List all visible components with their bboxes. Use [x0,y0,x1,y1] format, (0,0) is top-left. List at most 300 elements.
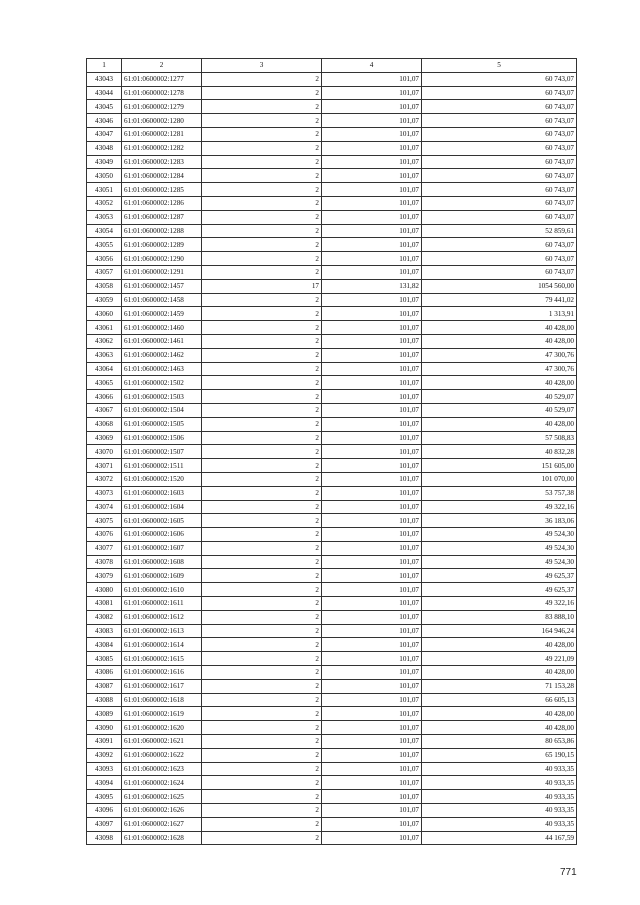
col-3-cell: 2 [202,390,322,404]
col-3-cell: 2 [202,459,322,473]
data-table [86,58,577,845]
col-4-cell: 101,07 [322,597,422,611]
col-4-cell: 101,07 [322,569,422,583]
cadastral-number-cell: 61:01:0600002:1459 [122,307,202,321]
row-number-cell: 43075 [87,514,122,528]
row-number-cell: 43072 [87,472,122,486]
table-row [87,569,577,583]
table-row [87,541,577,555]
table-row [87,514,577,528]
cadastral-number-cell: 61:01:0600002:1280 [122,114,202,128]
col-4-cell: 101,07 [322,679,422,693]
row-number-cell: 43097 [87,817,122,831]
table-row [87,624,577,638]
table-row [87,196,577,210]
col-4-cell: 101,07 [322,652,422,666]
table-row [87,666,577,680]
table-row [87,390,577,404]
col-5-cell: 60 743,07 [422,265,577,279]
col-3-cell: 2 [202,224,322,238]
col-5-cell: 40 428,00 [422,376,577,390]
row-number-cell: 43045 [87,100,122,114]
column-header-5: 5 [422,59,577,73]
cadastral-number-cell: 61:01:0600002:1287 [122,210,202,224]
cadastral-number-cell: 61:01:0600002:1291 [122,265,202,279]
table-row [87,169,577,183]
col-4-cell: 101,07 [322,307,422,321]
cadastral-number-cell: 61:01:0600002:1286 [122,196,202,210]
col-4-cell: 101,07 [322,72,422,86]
row-number-cell: 43089 [87,707,122,721]
table-row [87,679,577,693]
row-number-cell: 43069 [87,431,122,445]
col-5-cell: 80 653,86 [422,735,577,749]
col-4-cell: 101,07 [322,127,422,141]
col-5-cell: 49 524,30 [422,541,577,555]
col-5-cell: 60 743,07 [422,127,577,141]
col-5-cell: 40 428,00 [422,638,577,652]
row-number-cell: 43079 [87,569,122,583]
row-number-cell: 43096 [87,804,122,818]
table-row [87,831,577,845]
col-5-cell: 40 428,00 [422,417,577,431]
table-row [87,459,577,473]
table-row [87,252,577,266]
cadastral-number-cell: 61:01:0600002:1289 [122,238,202,252]
table-row [87,334,577,348]
col-3-cell: 2 [202,762,322,776]
row-number-cell: 43047 [87,127,122,141]
col-5-cell: 164 946,24 [422,624,577,638]
col-3-cell: 2 [202,114,322,128]
row-number-cell: 43092 [87,748,122,762]
row-number-cell: 43095 [87,790,122,804]
cadastral-number-cell: 61:01:0600002:1505 [122,417,202,431]
table-row [87,417,577,431]
col-4-cell: 101,07 [322,776,422,790]
col-4-cell: 101,07 [322,431,422,445]
cadastral-number-cell: 61:01:0600002:1279 [122,100,202,114]
table-row [87,721,577,735]
table-row [87,610,577,624]
col-3-cell: 2 [202,334,322,348]
col-3-cell: 2 [202,790,322,804]
col-4-cell: 101,07 [322,169,422,183]
table-row [87,321,577,335]
col-5-cell: 40 529,07 [422,403,577,417]
col-3-cell: 2 [202,403,322,417]
cadastral-number-cell: 61:01:0600002:1627 [122,817,202,831]
cadastral-number-cell: 61:01:0600002:1619 [122,707,202,721]
col-3-cell: 2 [202,100,322,114]
col-5-cell: 83 888,10 [422,610,577,624]
col-4-cell: 101,07 [322,762,422,776]
table-row [87,431,577,445]
row-number-cell: 43046 [87,114,122,128]
table-row [87,376,577,390]
col-5-cell: 40 933,35 [422,817,577,831]
col-3-cell: 2 [202,569,322,583]
col-3-cell: 2 [202,666,322,680]
table-row [87,155,577,169]
col-3-cell: 2 [202,127,322,141]
table-row [87,652,577,666]
row-number-cell: 43043 [87,72,122,86]
cadastral-number-cell: 61:01:0600002:1621 [122,735,202,749]
row-number-cell: 43056 [87,252,122,266]
cadastral-number-cell: 61:01:0600002:1458 [122,293,202,307]
row-number-cell: 43085 [87,652,122,666]
row-number-cell: 43065 [87,376,122,390]
col-4-cell: 101,07 [322,459,422,473]
col-4-cell: 101,07 [322,583,422,597]
col-4-cell: 101,07 [322,555,422,569]
col-4-cell: 101,07 [322,624,422,638]
cadastral-number-cell: 61:01:0600002:1608 [122,555,202,569]
col-4-cell: 101,07 [322,528,422,542]
col-5-cell: 49 625,37 [422,569,577,583]
col-5-cell: 151 605,00 [422,459,577,473]
table-row [87,293,577,307]
col-3-cell: 2 [202,721,322,735]
col-5-cell: 60 743,07 [422,169,577,183]
row-number-cell: 43093 [87,762,122,776]
row-number-cell: 43077 [87,541,122,555]
table-row [87,790,577,804]
col-3-cell: 2 [202,348,322,362]
col-5-cell: 40 428,00 [422,707,577,721]
col-4-cell: 101,07 [322,362,422,376]
table-row [87,555,577,569]
table-row [87,817,577,831]
row-number-cell: 43073 [87,486,122,500]
table-row [87,776,577,790]
col-5-cell: 60 743,07 [422,210,577,224]
col-4-cell: 101,07 [322,666,422,680]
col-5-cell: 60 743,07 [422,238,577,252]
column-header-4: 4 [322,59,422,73]
col-5-cell: 1054 560,00 [422,279,577,293]
cadastral-number-cell: 61:01:0600002:1278 [122,86,202,100]
cadastral-number-cell: 61:01:0600002:1623 [122,762,202,776]
table-row [87,238,577,252]
col-5-cell: 40 832,28 [422,445,577,459]
col-3-cell: 2 [202,541,322,555]
col-3-cell: 2 [202,472,322,486]
col-3-cell: 2 [202,210,322,224]
col-5-cell: 49 221,09 [422,652,577,666]
cadastral-number-cell: 61:01:0600002:1612 [122,610,202,624]
col-4-cell: 101,07 [322,417,422,431]
cadastral-number-cell: 61:01:0600002:1504 [122,403,202,417]
cadastral-number-cell: 61:01:0600002:1288 [122,224,202,238]
cadastral-number-cell: 61:01:0600002:1462 [122,348,202,362]
col-3-cell: 2 [202,679,322,693]
col-5-cell: 40 933,35 [422,776,577,790]
col-5-cell: 79 441,02 [422,293,577,307]
col-4-cell: 101,07 [322,500,422,514]
col-3-cell: 2 [202,155,322,169]
table-row [87,693,577,707]
row-number-cell: 43051 [87,183,122,197]
row-number-cell: 43087 [87,679,122,693]
table-row [87,224,577,238]
col-4-cell: 101,07 [322,265,422,279]
col-3-cell: 2 [202,321,322,335]
col-4-cell: 101,07 [322,334,422,348]
cadastral-number-cell: 61:01:0600002:1624 [122,776,202,790]
column-header-3: 3 [202,59,322,73]
cadastral-number-cell: 61:01:0600002:1285 [122,183,202,197]
col-5-cell: 36 183,06 [422,514,577,528]
col-3-cell: 2 [202,72,322,86]
cadastral-number-cell: 61:01:0600002:1611 [122,597,202,611]
col-4-cell: 101,07 [322,141,422,155]
cadastral-number-cell: 61:01:0600002:1520 [122,472,202,486]
col-5-cell: 49 322,16 [422,500,577,514]
cadastral-number-cell: 61:01:0600002:1607 [122,541,202,555]
col-3-cell: 2 [202,624,322,638]
table-row [87,735,577,749]
cadastral-number-cell: 61:01:0600002:1614 [122,638,202,652]
col-5-cell: 60 743,07 [422,100,577,114]
row-number-cell: 43059 [87,293,122,307]
column-header-1: 1 [87,59,122,73]
row-number-cell: 43062 [87,334,122,348]
col-4-cell: 101,07 [322,348,422,362]
col-4-cell: 101,07 [322,514,422,528]
row-number-cell: 43071 [87,459,122,473]
row-number-cell: 43078 [87,555,122,569]
col-5-cell: 60 743,07 [422,196,577,210]
table-row [87,348,577,362]
col-5-cell: 40 428,00 [422,321,577,335]
row-number-cell: 43055 [87,238,122,252]
table-row [87,362,577,376]
cadastral-number-cell: 61:01:0600002:1605 [122,514,202,528]
row-number-cell: 43057 [87,265,122,279]
col-3-cell: 2 [202,610,322,624]
col-4-cell: 101,07 [322,831,422,845]
col-3-cell: 17 [202,279,322,293]
row-number-cell: 43090 [87,721,122,735]
row-number-cell: 43098 [87,831,122,845]
col-3-cell: 2 [202,776,322,790]
col-4-cell: 101,07 [322,790,422,804]
col-5-cell: 44 167,59 [422,831,577,845]
col-3-cell: 2 [202,804,322,818]
col-5-cell: 101 070,00 [422,472,577,486]
row-number-cell: 43066 [87,390,122,404]
col-5-cell: 60 743,07 [422,183,577,197]
col-3-cell: 2 [202,141,322,155]
cadastral-number-cell: 61:01:0600002:1625 [122,790,202,804]
cadastral-number-cell: 61:01:0600002:1618 [122,693,202,707]
col-5-cell: 65 190,15 [422,748,577,762]
col-4-cell: 101,07 [322,403,422,417]
row-number-cell: 43050 [87,169,122,183]
col-4-cell: 131,82 [322,279,422,293]
col-4-cell: 101,07 [322,748,422,762]
col-3-cell: 2 [202,196,322,210]
col-3-cell: 2 [202,252,322,266]
table-row [87,804,577,818]
cadastral-number-cell: 61:01:0600002:1506 [122,431,202,445]
row-number-cell: 43054 [87,224,122,238]
table-row [87,597,577,611]
col-3-cell: 2 [202,500,322,514]
cadastral-number-cell: 61:01:0600002:1628 [122,831,202,845]
cadastral-number-cell: 61:01:0600002:1463 [122,362,202,376]
col-3-cell: 2 [202,583,322,597]
col-4-cell: 101,07 [322,155,422,169]
cadastral-number-cell: 61:01:0600002:1460 [122,321,202,335]
table-row [87,748,577,762]
cadastral-number-cell: 61:01:0600002:1283 [122,155,202,169]
col-4-cell: 101,07 [322,721,422,735]
table-row [87,100,577,114]
cadastral-number-cell: 61:01:0600002:1603 [122,486,202,500]
row-number-cell: 43063 [87,348,122,362]
col-4-cell: 101,07 [322,817,422,831]
col-3-cell: 2 [202,748,322,762]
cadastral-number-cell: 61:01:0600002:1461 [122,334,202,348]
table-row [87,72,577,86]
row-number-cell: 43094 [87,776,122,790]
col-4-cell: 101,07 [322,707,422,721]
col-4-cell: 101,07 [322,693,422,707]
col-4-cell: 101,07 [322,735,422,749]
cadastral-number-cell: 61:01:0600002:1282 [122,141,202,155]
col-3-cell: 2 [202,597,322,611]
col-4-cell: 101,07 [322,238,422,252]
col-4-cell: 101,07 [322,114,422,128]
col-4-cell: 101,07 [322,321,422,335]
cadastral-number-cell: 61:01:0600002:1609 [122,569,202,583]
table-row [87,265,577,279]
col-3-cell: 2 [202,817,322,831]
cadastral-number-cell: 61:01:0600002:1507 [122,445,202,459]
col-4-cell: 101,07 [322,196,422,210]
table-row [87,445,577,459]
col-5-cell: 1 313,91 [422,307,577,321]
table-body [87,59,577,845]
row-number-cell: 43061 [87,321,122,335]
table-row [87,210,577,224]
row-number-cell: 43074 [87,500,122,514]
col-5-cell: 60 743,07 [422,72,577,86]
col-4-cell: 101,07 [322,486,422,500]
col-3-cell: 2 [202,293,322,307]
cadastral-number-cell: 61:01:0600002:1606 [122,528,202,542]
col-4-cell: 101,07 [322,541,422,555]
col-3-cell: 2 [202,528,322,542]
col-4-cell: 101,07 [322,86,422,100]
table-row [87,583,577,597]
col-5-cell: 60 743,07 [422,114,577,128]
col-4-cell: 101,07 [322,293,422,307]
col-5-cell: 47 300,76 [422,348,577,362]
row-number-cell: 43044 [87,86,122,100]
cadastral-number-cell: 61:01:0600002:1613 [122,624,202,638]
col-3-cell: 2 [202,445,322,459]
col-5-cell: 47 300,76 [422,362,577,376]
cadastral-number-cell: 61:01:0600002:1284 [122,169,202,183]
col-5-cell: 40 933,35 [422,804,577,818]
col-5-cell: 40 529,07 [422,390,577,404]
col-3-cell: 2 [202,514,322,528]
row-number-cell: 43052 [87,196,122,210]
col-3-cell: 2 [202,486,322,500]
col-5-cell: 40 428,00 [422,721,577,735]
col-3-cell: 2 [202,431,322,445]
cadastral-number-cell: 61:01:0600002:1511 [122,459,202,473]
table-row [87,279,577,293]
col-5-cell: 40 428,00 [422,666,577,680]
col-3-cell: 2 [202,376,322,390]
col-4-cell: 101,07 [322,610,422,624]
col-4-cell: 101,07 [322,390,422,404]
col-3-cell: 2 [202,307,322,321]
col-4-cell: 101,07 [322,638,422,652]
col-5-cell: 52 859,61 [422,224,577,238]
table-row [87,114,577,128]
cadastral-number-cell: 61:01:0600002:1617 [122,679,202,693]
page-number: 771 [560,867,577,878]
table-row [87,486,577,500]
col-5-cell: 40 933,35 [422,762,577,776]
col-5-cell: 60 743,07 [422,141,577,155]
cadastral-number-cell: 61:01:0600002:1457 [122,279,202,293]
cadastral-number-cell: 61:01:0600002:1281 [122,127,202,141]
cadastral-number-cell: 61:01:0600002:1626 [122,804,202,818]
cadastral-number-cell: 61:01:0600002:1610 [122,583,202,597]
cadastral-number-cell: 61:01:0600002:1503 [122,390,202,404]
row-number-cell: 43082 [87,610,122,624]
row-number-cell: 43076 [87,528,122,542]
cadastral-number-cell: 61:01:0600002:1277 [122,72,202,86]
table-row [87,183,577,197]
cadastral-number-cell: 61:01:0600002:1604 [122,500,202,514]
row-number-cell: 43068 [87,417,122,431]
col-3-cell: 2 [202,265,322,279]
column-header-2: 2 [122,59,202,73]
col-3-cell: 2 [202,183,322,197]
table-row [87,472,577,486]
col-3-cell: 2 [202,735,322,749]
row-number-cell: 43064 [87,362,122,376]
col-5-cell: 60 743,07 [422,252,577,266]
col-5-cell: 57 508,83 [422,431,577,445]
col-5-cell: 53 757,38 [422,486,577,500]
table-row [87,307,577,321]
row-number-cell: 43070 [87,445,122,459]
row-number-cell: 43080 [87,583,122,597]
cadastral-number-cell: 61:01:0600002:1622 [122,748,202,762]
col-5-cell: 49 524,30 [422,528,577,542]
col-4-cell: 101,07 [322,252,422,266]
col-4-cell: 101,07 [322,210,422,224]
col-3-cell: 2 [202,169,322,183]
col-3-cell: 2 [202,693,322,707]
col-5-cell: 49 524,30 [422,555,577,569]
table-row [87,86,577,100]
row-number-cell: 43083 [87,624,122,638]
col-5-cell: 60 743,07 [422,86,577,100]
col-3-cell: 2 [202,652,322,666]
row-number-cell: 43048 [87,141,122,155]
col-3-cell: 2 [202,362,322,376]
